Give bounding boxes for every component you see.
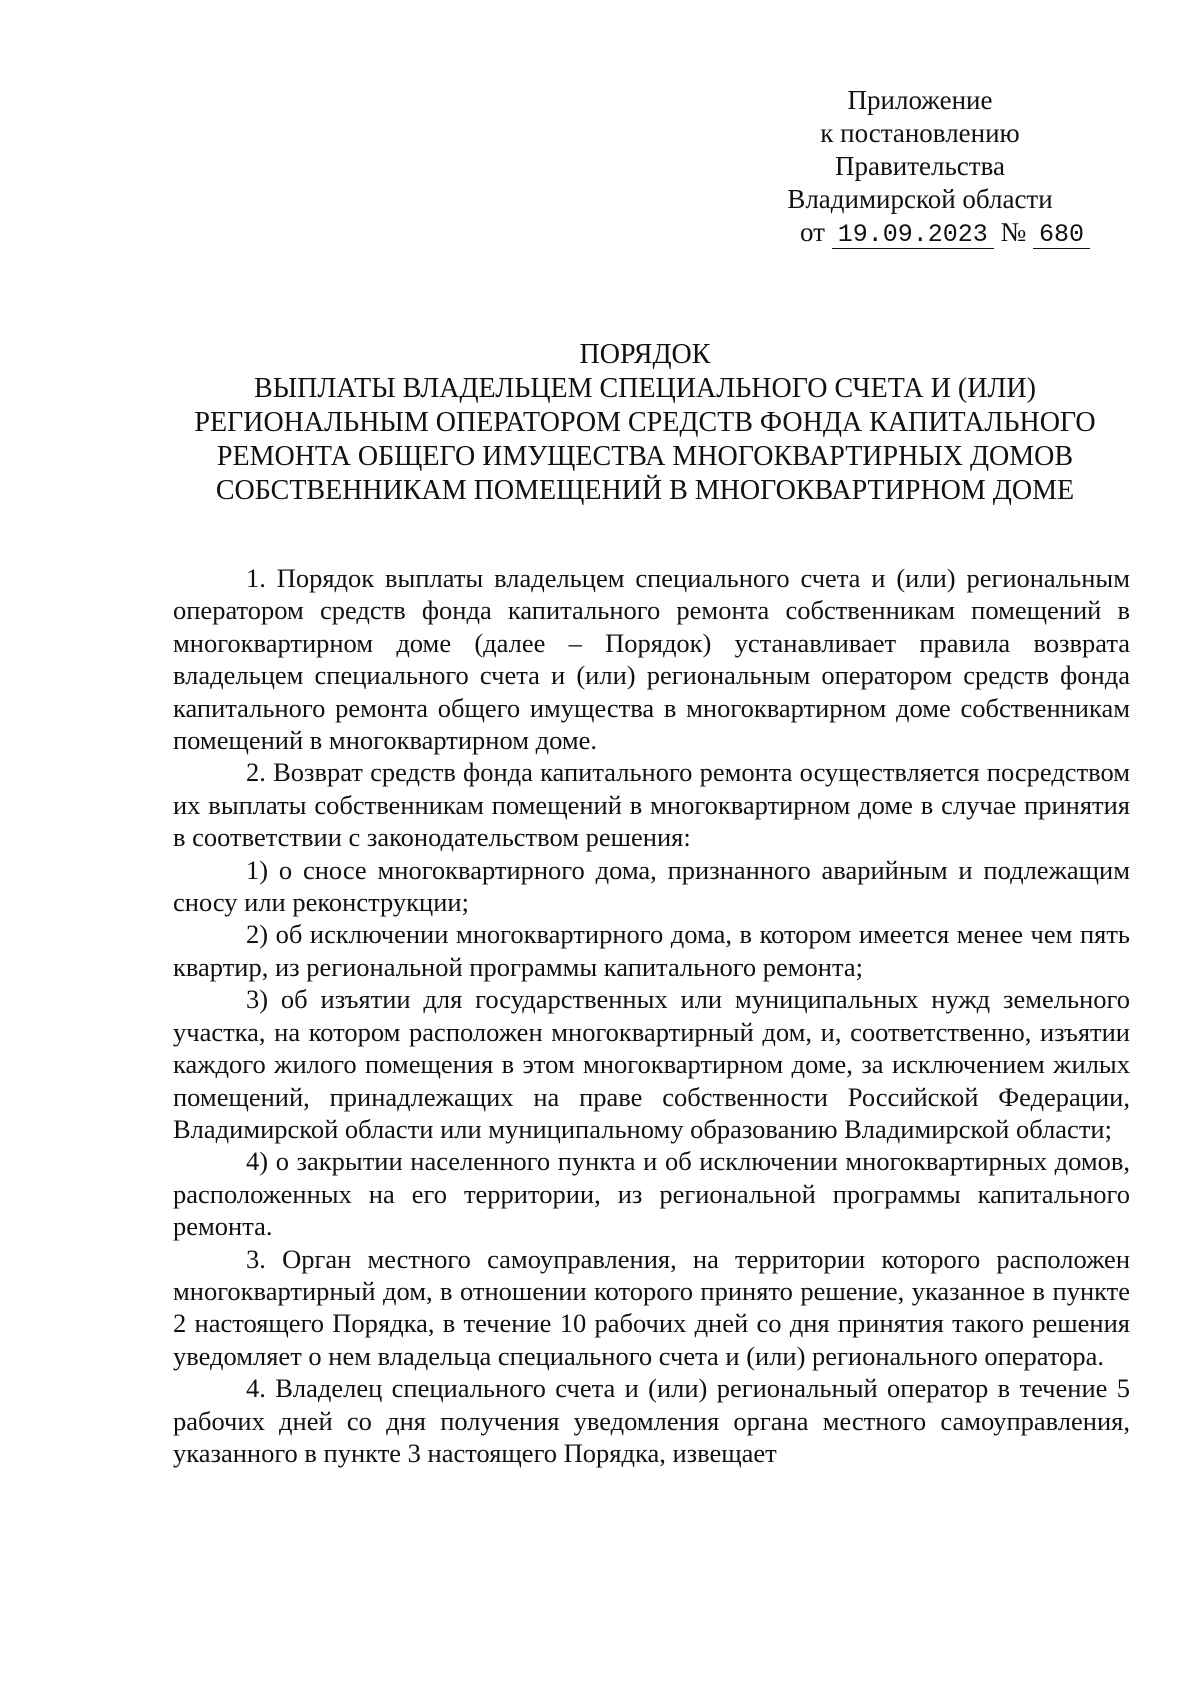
title-line-2: ВЫПЛАТЫ ВЛАДЕЛЬЦЕМ СПЕЦИАЛЬНОГО СЧЕТА И (ИЛИ) (254, 373, 1036, 404)
date-prefix: от (800, 217, 825, 247)
paragraph-1: 1. Порядок выплаты владельцем специального счета и (или) региональным оператором средств фонда капитального ремонта собственникам помещений в многоквартирном доме (далее – Порядок) устанавливает правила возврата владельцем специального счета и (или) региональным оператором средств фонда капитального ремонта общего имущества в многоквартирном доме собственникам помещений в многоквартирном доме. (173, 563, 1130, 756)
title-line-3: РЕГИОНАЛЬНЫМ ОПЕРАТОРОМ СРЕДСТВ ФОНДА КАПИТАЛЬНОГО (194, 407, 1096, 438)
number-prefix: № (1000, 217, 1027, 247)
attachment-region: Владимирской области (787, 184, 1053, 214)
attachment-resolution-ref: к постановлению (820, 118, 1020, 148)
resolution-number: 680 (1033, 222, 1090, 249)
subparagraph-3: 3) об изъятии для государственных или муниципальных нужд земельного участка, на котором расположен многоквартирный дом, и, соответственно, изъятии каждого жилого помещения в этом многоквартирном доме, за исключением жилых помещений, принадлежащих на праве собственности Российской Федерации, Владимирской области или муниципальному образованию Владимирской области; (173, 984, 1130, 1144)
attachment-header (730, 84, 1110, 249)
title-line-4: РЕМОНТА ОБЩЕГО ИМУЩЕСТВА МНОГОКВАРТИРНЫХ ДОМОВ (216, 441, 1074, 472)
paragraph-4: 4. Владелец специального счета и (или) региональный оператор в течение 5 рабочих дней со дня получения уведомления органа местного самоуправления, указанного в пункте 3 настоящего Порядка, извещает (173, 1373, 1130, 1468)
attachment-government: Правительства (835, 151, 1005, 181)
document-body (173, 562, 1130, 1469)
subparagraph-2: 2) об исключении многоквартирного дома, в котором имеется менее чем пять квартир, из региональной программы капитального ремонта; (173, 919, 1130, 982)
paragraph-2: 2. Возврат средств фонда капитального ремонта осуществляется посредством их выплаты собственникам помещений в многоквартирном доме в случае принятия в соответствии с законодательством решения: (173, 757, 1130, 853)
attachment-label: Приложение (847, 85, 993, 115)
attachment-date-line (730, 216, 1110, 249)
resolution-date: 19.09.2023 (832, 222, 994, 249)
subparagraph-4: 4) о закрытии населенного пункта и об исключении многоквартирных домов, расположенных на его территории, из региональной программы капитального ремонта. (173, 1146, 1130, 1242)
document-title (160, 338, 1130, 508)
title-line-1: ПОРЯДОК (579, 339, 711, 370)
title-line-5: СОБСТВЕННИКАМ ПОМЕЩЕНИЙ В МНОГОКВАРТИРНОМ ДОМЕ (215, 475, 1075, 506)
paragraph-3: 3. Орган местного самоуправления, на территории которого расположен многоквартирный дом, в отношении которого принято решение, указанное в пункте 2 настоящего Порядка, в течение 10 рабочих дней со дня принятия такого решения уведомляет о нем владельца специального счета и (или) регионального оператора. (173, 1243, 1130, 1371)
subparagraph-1: 1) о сносе многоквартирного дома, признанного аварийным и подлежащим сносу или реконструкции; (173, 854, 1130, 918)
